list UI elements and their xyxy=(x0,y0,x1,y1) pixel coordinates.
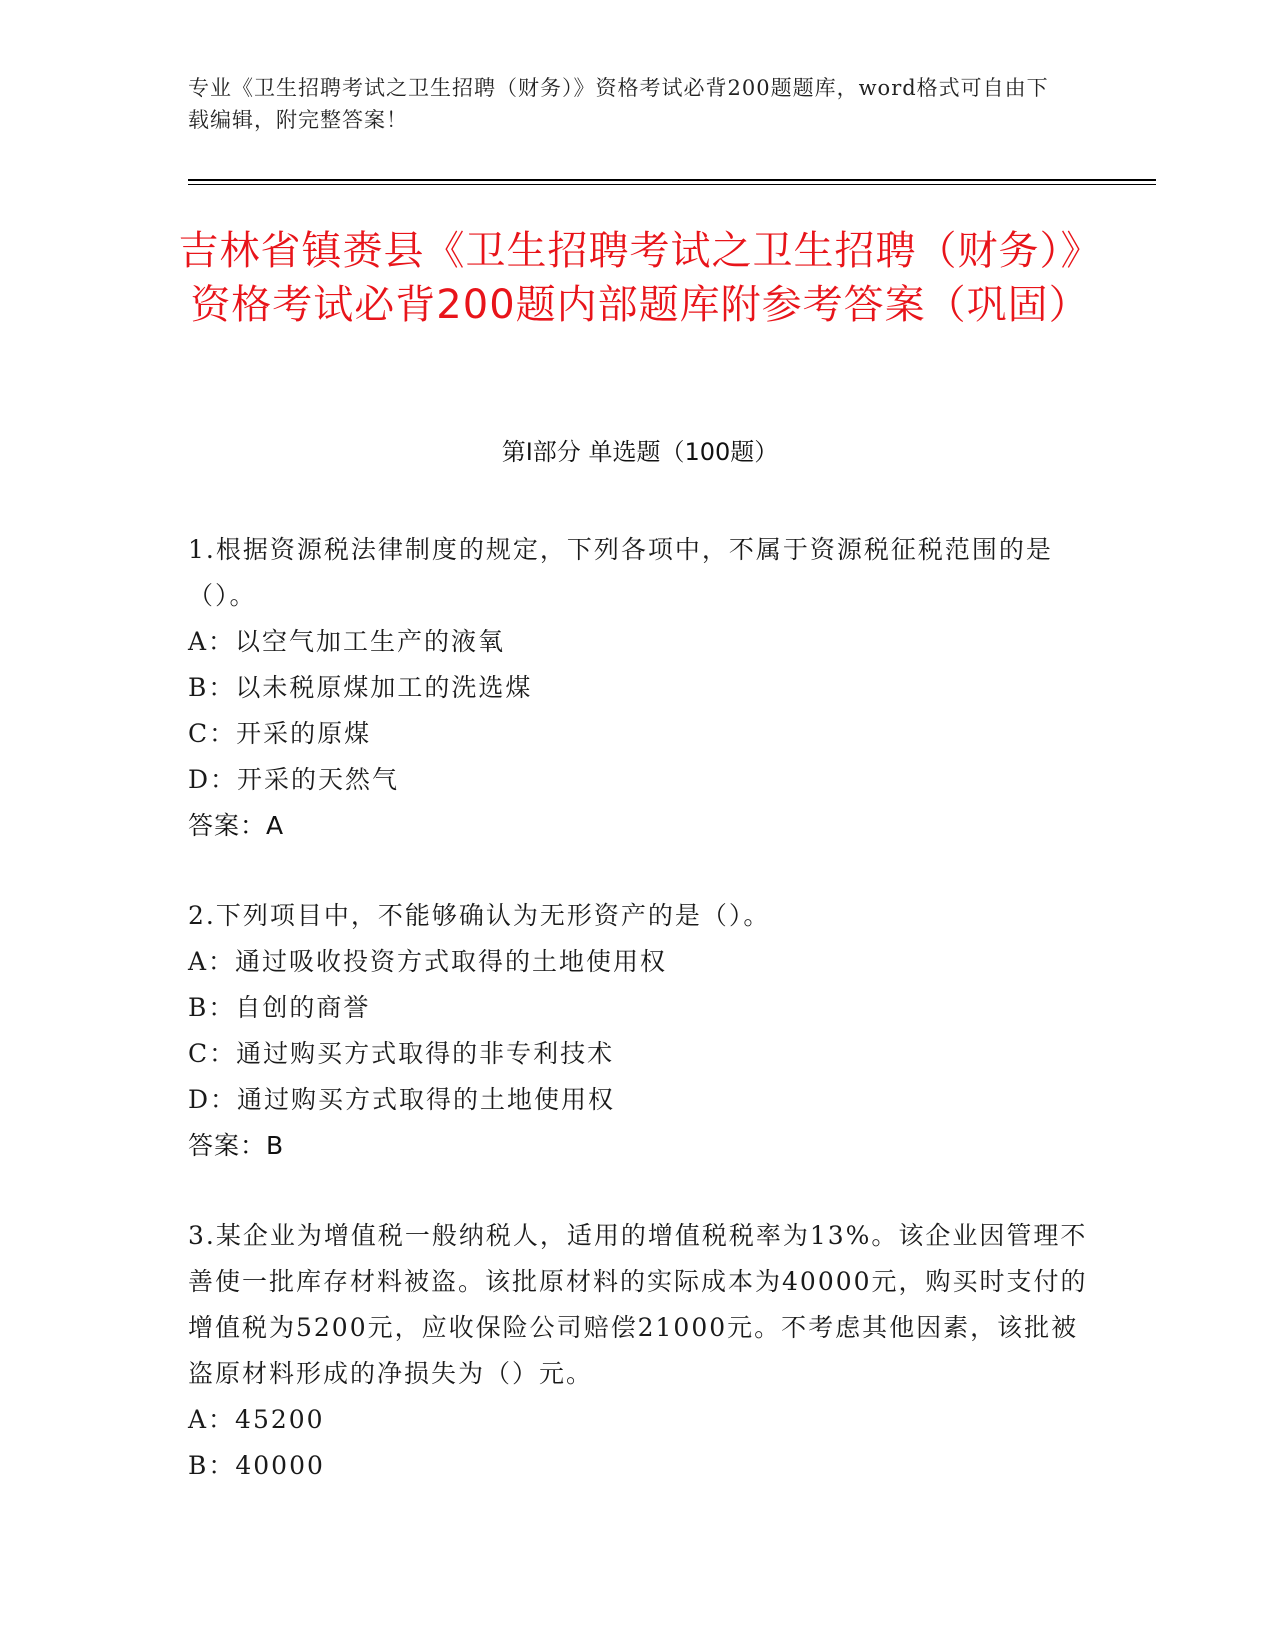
header-divider-thin xyxy=(188,184,1156,185)
question-2 xyxy=(188,893,1088,1169)
question-3 xyxy=(188,1213,1088,1489)
option-c: C：开采的原煤 xyxy=(188,719,372,748)
question-stem: 2.下列项目中，不能够确认为无形资产的是（）。 xyxy=(188,901,771,930)
answer-line: 答案：B xyxy=(188,1131,285,1160)
option-d: D：通过购买方式取得的土地使用权 xyxy=(188,1085,616,1114)
option-c: C：通过购买方式取得的非专利技术 xyxy=(188,1039,615,1068)
option-a: A：45200 xyxy=(188,1405,325,1434)
question-list xyxy=(188,527,1088,1533)
question-stem: 3.某企业为增值税一般纳税人，适用的增值税税率为13%。该企业因管理不善使一批库存材料被盗。该批原材料的实际成本为40000元，购买时支付的增值税为5200元，应收保险公司赔偿21000元。不考虑其他因素，该批被盗原材料形成的净损失为（）元。 xyxy=(188,1221,1088,1388)
option-a: A：通过吸收投资方式取得的土地使用权 xyxy=(188,947,668,976)
question-stem: 1.根据资源税法律制度的规定，下列各项中，不属于资源税征税范围的是（）。 xyxy=(188,535,1053,610)
answer-line: 答案：A xyxy=(188,811,285,840)
option-a: A：以空气加工生产的液氧 xyxy=(188,627,506,656)
option-b: B：以未税原煤加工的洗选煤 xyxy=(188,673,533,702)
document-title: 吉林省镇赉县《卫生招聘考试之卫生招聘（财务）》资格考试必背200题内部题库附参考答案（巩固） xyxy=(178,228,1102,328)
header-divider-thick xyxy=(188,179,1156,181)
option-b: B：40000 xyxy=(188,1451,325,1480)
option-b: B：自创的商誉 xyxy=(188,993,371,1022)
question-1 xyxy=(188,527,1088,849)
section-title: 第Ⅰ部分 单选题（100题） xyxy=(501,438,779,466)
header-note: 专业《卫生招聘考试之卫生招聘（财务）》资格考试必背200题题库，word格式可自由下载编辑，附完整答案！ xyxy=(188,76,1049,132)
option-d: D：开采的天然气 xyxy=(188,765,400,794)
